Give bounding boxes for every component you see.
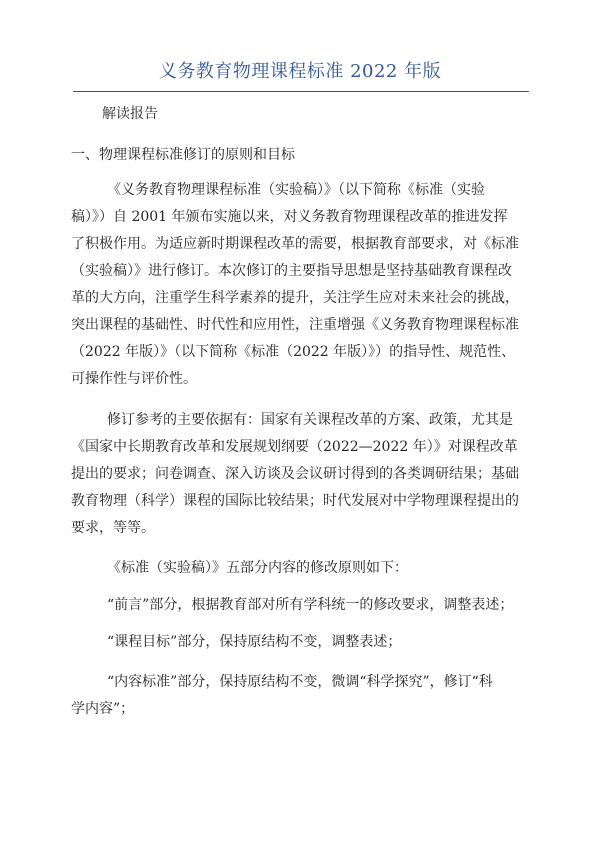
paragraph-line: （实验稿）》进行修订。本次修订的主要指导思想是坚持基础教育课程改 — [71, 263, 512, 279]
paragraph-line: （2022 年版）》（以下简称《标准（2022 年版）》）的指导性、规范性、 — [71, 344, 516, 360]
paragraph-5 — [71, 629, 529, 656]
paragraph-line: 可操作性与评价性。 — [71, 371, 197, 387]
document-title: 义务教育物理课程标准 2022 年版 — [158, 61, 442, 82]
paragraph-3 — [71, 555, 529, 582]
paragraph-2 — [71, 407, 529, 542]
report-subtitle: 解读报告 — [102, 106, 158, 122]
paragraph-line: 突出课程的基础性、时代性和应用性，注重增强《义务教育物理课程标准 — [71, 317, 519, 333]
paragraph-line: 了积极作用。为适应新时期课程改革的需要，根据教育部要求，对《标准 — [71, 236, 519, 252]
paragraph-line: 教育物理（科学）课程的国际比较结果；时代发展对中学物理课程提出的 — [71, 493, 519, 509]
paragraph-line: 稿）》）自 2001 年颁布实施以来，对义务教育物理课程改革的推进发挥 — [71, 209, 508, 225]
paragraph-1 — [71, 177, 529, 393]
paragraph-line: 《国家中长期教育改革和发展规划纲要（2022—2022 年）》对课程改革 — [71, 439, 518, 455]
paragraph-6 — [71, 669, 529, 723]
paragraph-line: 《义务教育物理课程标准（实验稿）》（以下简称《标准（实验 — [107, 182, 485, 198]
paragraph-4 — [71, 592, 529, 619]
paragraph-line: “内容标准”部分，保持原结构不变，微调“科学探究”，修订“科 — [107, 674, 493, 690]
section-heading: 一、物理课程标准修订的原则和目标 — [71, 147, 295, 163]
paragraph-line: 修订参考的主要依据有：国家有关课程改革的方案、政策，尤其是 — [107, 412, 513, 428]
paragraph-line: “课程目标”部分，保持原结构不变，调整表述； — [107, 634, 402, 650]
paragraph-line: 革的大方向，注重学生科学素养的提升，关注学生应对未来社会的挑战， — [71, 290, 519, 306]
paragraph-line: 要求，等等。 — [71, 520, 155, 536]
paragraph-line: 提出的要求；问卷调查、深入访谈及会议研讨得到的各类调研结果；基础 — [71, 466, 519, 482]
paragraph-line: “前言”部分，根据教育部对所有学科统一的修改要求，调整表述； — [107, 597, 514, 613]
paragraph-line: 《标准（实验稿）》五部分内容的修改原则如下： — [107, 560, 408, 576]
title-divider — [73, 91, 529, 92]
paragraph-line: 学内容”； — [71, 701, 135, 717]
